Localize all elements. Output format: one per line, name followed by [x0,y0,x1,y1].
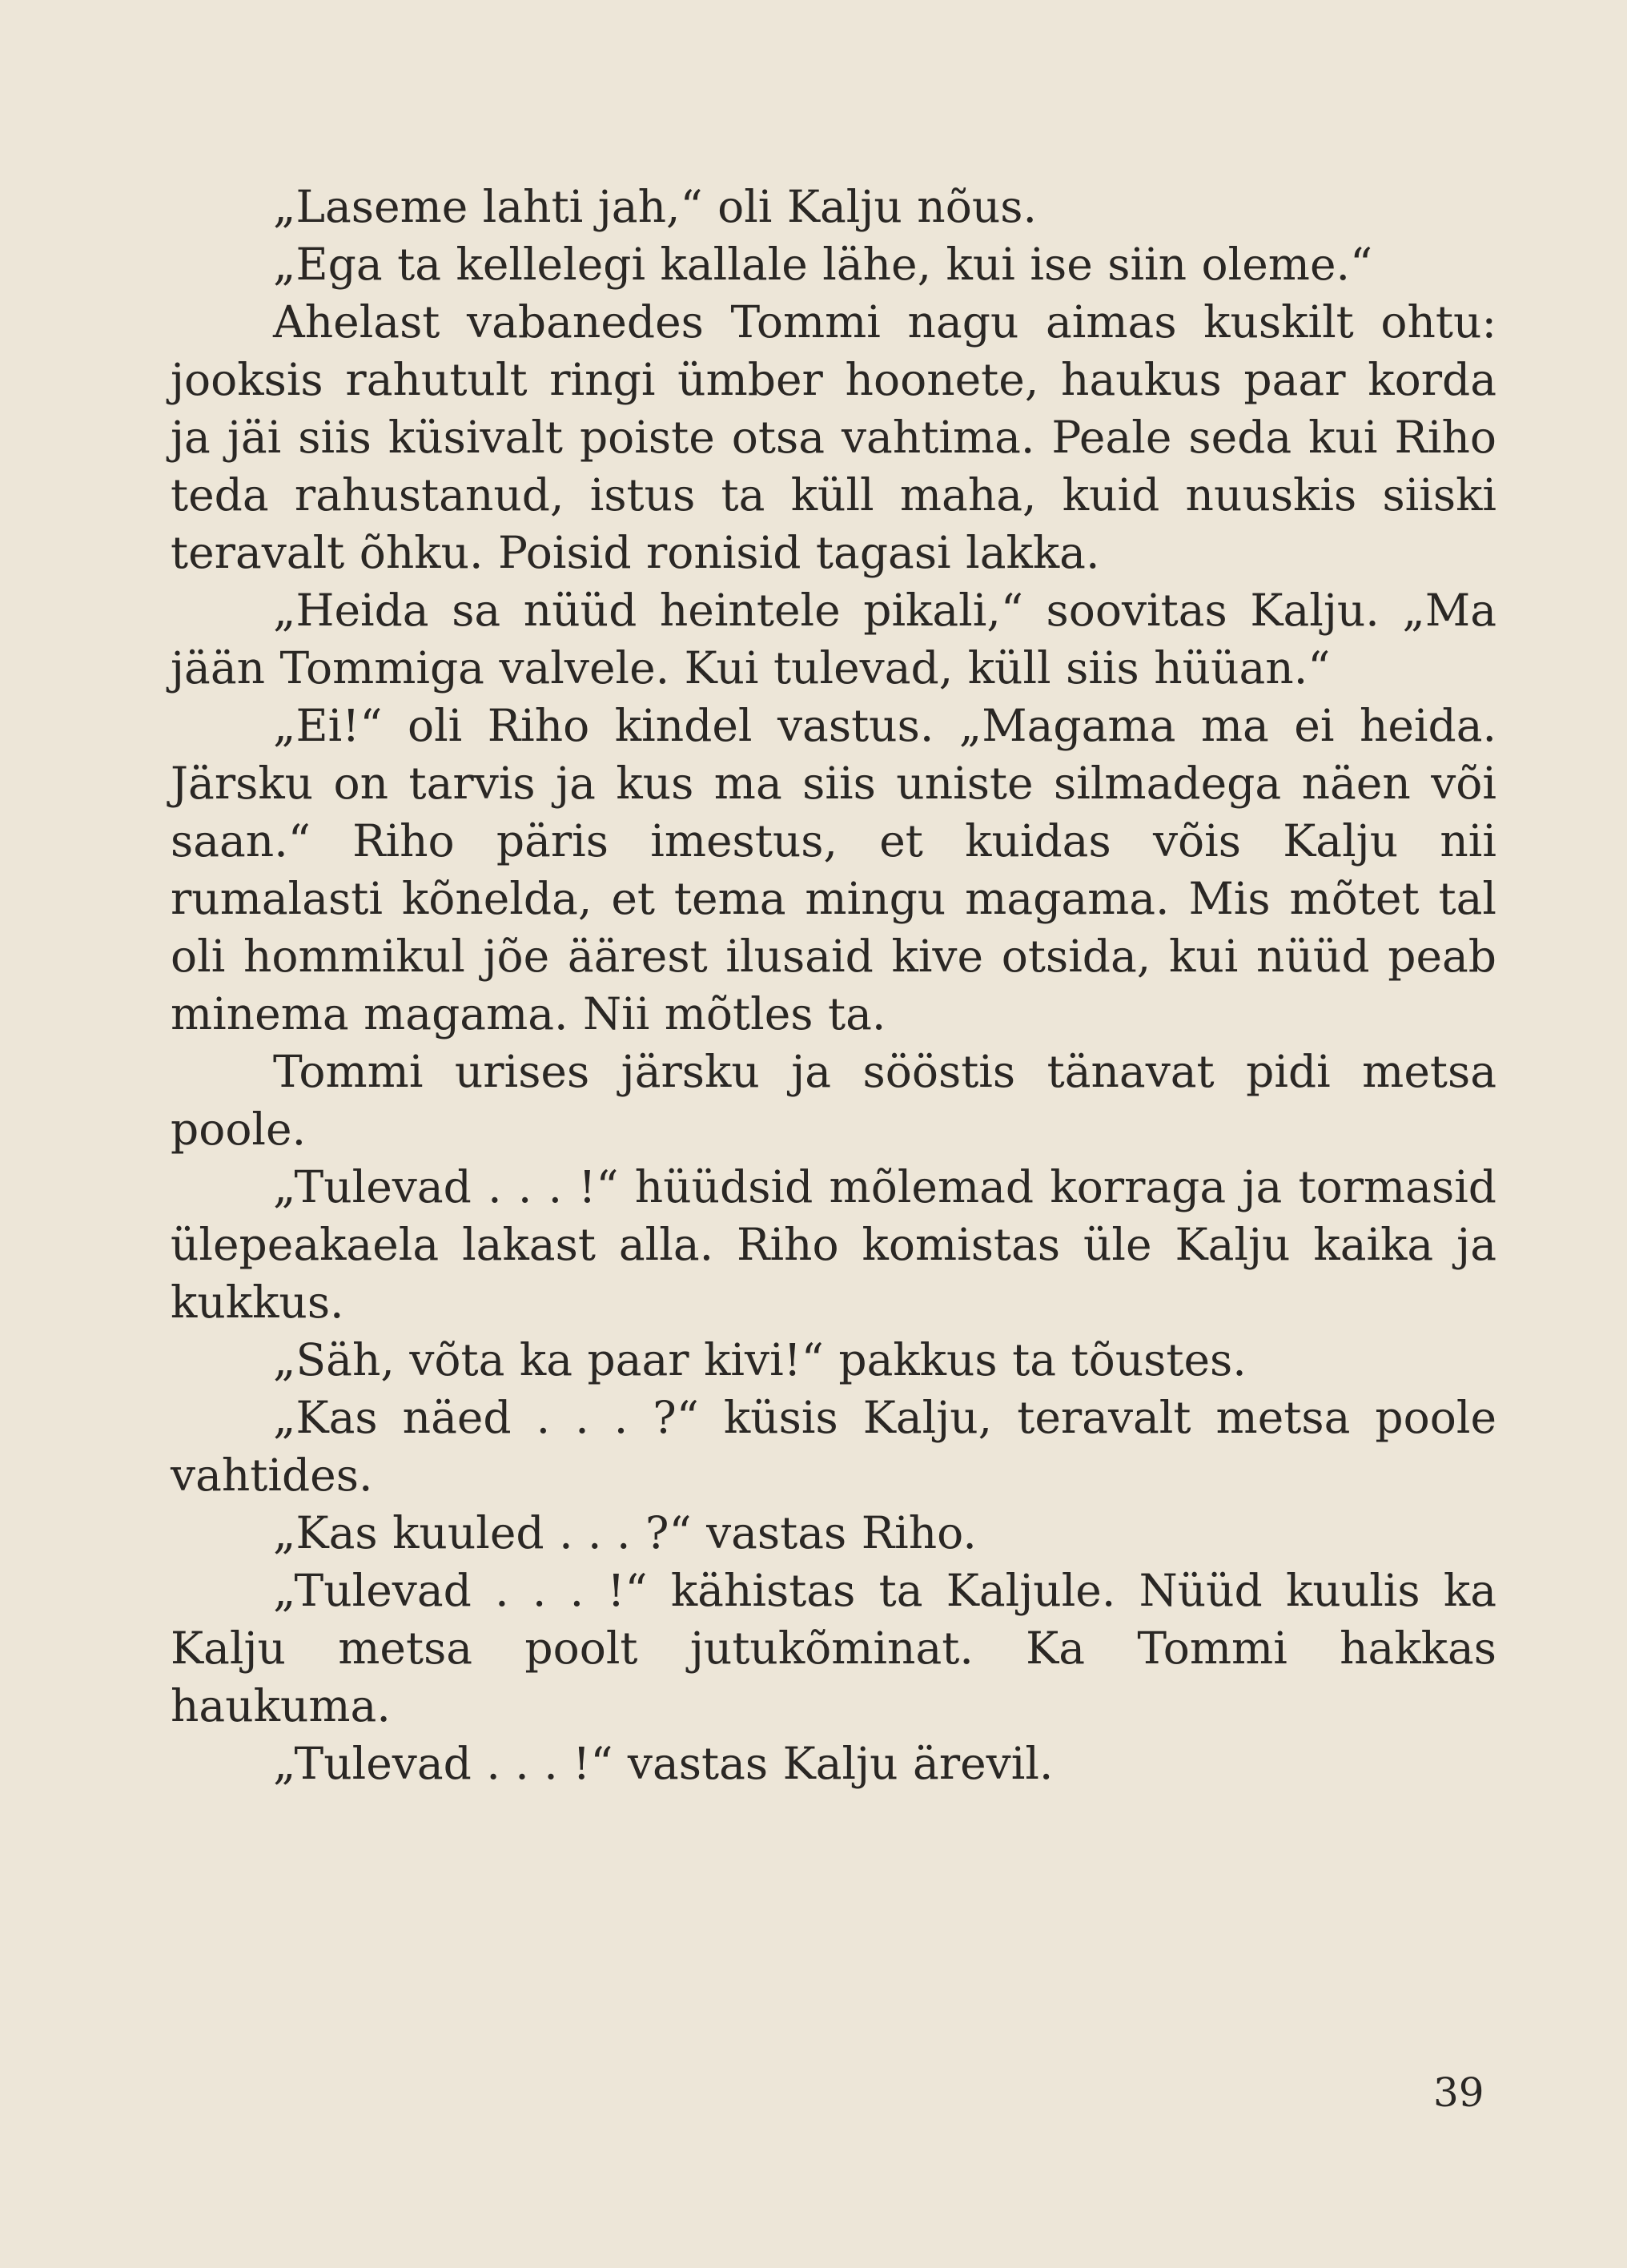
body-text [171,178,1496,1792]
paragraph: „Kas kuuled . . . ?“ vastas Riho. [273,1507,977,1558]
paragraph: „Tulevad . . . !“ kähistas ta Kaljule. Nüüd kuulis ka Kalju metsa poolt jutukõminat. Ka Tommi hakkas haukuma. [171,1565,1496,1731]
paragraph: „Tulevad . . . !“ hüüdsid mõlemad korraga ja tormasid ülepeakaela lakast alla. Riho komistas üle Kalju kaika ja kukkus. [171,1161,1496,1328]
paragraph: „Ei!“ oli Riho kindel vastus. „Magama ma ei heida. Järsku on tarvis ja kus ma siis uniste silmadega näen või saan.“ Riho päris imestus, et kuidas võis Kalju nii rumalasti kõnelda, et tema mingu magama. Mis mõtet tal oli hommikul jõe äärest ilusaid kive otsida, kui nüüd peab minema magama. Nii mõtles ta. [171,700,1496,1040]
page-number: 39 [1433,2069,1484,2116]
paragraph: „Säh, võta ka paar kivi!“ pakkus ta tõustes. [273,1334,1247,1385]
paragraph: „Tulevad . . . !“ vastas Kalju ärevil. [273,1738,1054,1789]
paragraph: „Ega ta kellelegi kallale lähe, kui ise siin oleme.“ [273,239,1373,290]
paragraph: Tommi urises järsku ja sööstis tänavat pidi metsa poole. [171,1046,1496,1155]
paragraph: Ahelast vabanedes Tommi nagu aimas kuskilt ohtu: jooksis rahutult ringi ümber hoonete, haukus paar korda ja jäi siis küsivalt poiste otsa vahtima. Peale seda kui Riho teda rahustanud, istus ta küll maha, kuid nuuskis siiski teravalt õhku. Poisid ronisid tagasi lakka. [171,296,1496,578]
paragraph: „Heida sa nüüd heintele pikali,“ soovitas Kalju. „Ma jään Tommiga valvele. Kui tulevad, küll siis hüüan.“ [171,585,1496,694]
paragraph: „Kas näed . . . ?“ küsis Kalju, teravalt metsa poole vahtides. [171,1392,1496,1501]
paragraph: „Laseme lahti jah,“ oli Kalju nõus. [273,181,1037,232]
